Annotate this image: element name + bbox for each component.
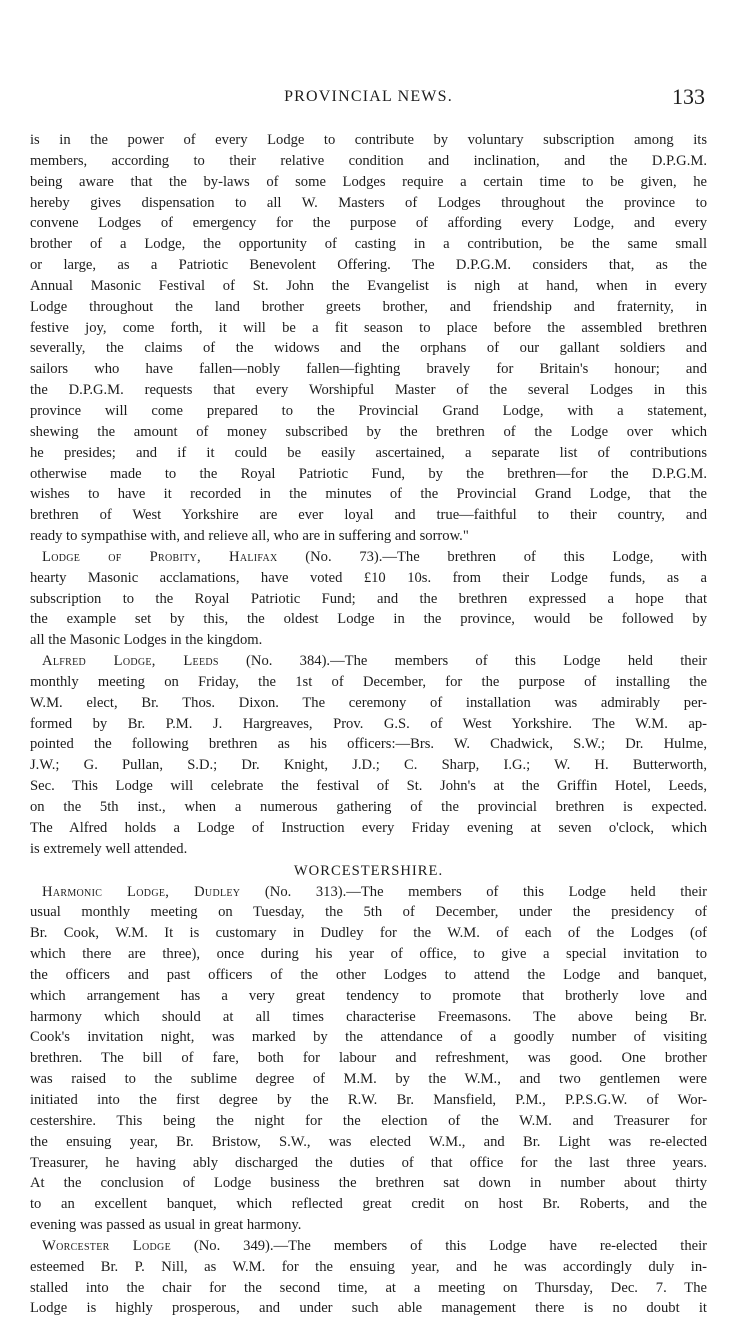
text-line: the ensuing year, Br. Bristow, S.W., was elected W.M., and Br. Light was re-elected	[30, 1133, 707, 1150]
text-line: to an excellent banquet, which reflected great credit on host Br. Roberts, and the	[30, 1196, 707, 1213]
lodge-name: Worcester Lodge	[42, 1237, 171, 1254]
text-line: on the 5th inst., when a numerous gathering of the provincial brethren is expected.	[30, 799, 707, 815]
text-line: he presides; and if it could be easily ascertained, a separate list of contributions	[30, 444, 707, 461]
text-run: (No. 313).—The members of this Lodge held their	[240, 883, 707, 900]
text-line	[30, 882, 707, 903]
text-run: (No. 73).—The brethren of this Lodge, with	[277, 548, 707, 565]
text-line: Annual Masonic Festival of St. John the Evangelist is nigh at hand, when in every	[30, 277, 707, 294]
paragraph-worcester-lodge	[30, 1236, 707, 1319]
text-line: hereby gives dispensation to all W. Masters of Lodges throughout the province to	[30, 194, 707, 211]
text-line	[30, 1236, 707, 1257]
lodge-name: Alfred Lodge, Leeds	[42, 653, 219, 670]
text-line: the example set by this, the oldest Lodge in the province, would be followed by	[30, 611, 707, 628]
text-line: esteemed Br. P. Nill, as W.M. for the ensuing year, and he was accordingly duly in-	[30, 1258, 707, 1275]
text-line: subscription to the Royal Patriotic Fund; and the brethren expressed a hope that	[30, 590, 707, 607]
text-line: harmony which should at all times characterise Freemasons. The above being Br.	[30, 1008, 707, 1025]
text-line: formed by Br. P.M. J. Hargreaves, Prov. G.S. of West Yorkshire. The W.M. ap-	[30, 715, 707, 732]
text-line: being aware that the by-laws of some Lodges require a certain time to be given, he	[30, 173, 707, 190]
text-line: stalled into the chair for the second time, at a meeting on Thursday, Dec. 7. The	[30, 1279, 707, 1296]
text-line: Sec. This Lodge will celebrate the festival of St. John's at the Griffin Hotel, Leeds,	[30, 778, 707, 795]
text-line: which arrangement has a very great tendency to promote that brotherly love and	[30, 987, 707, 1004]
text-line: severally, the claims of the widows and the orphans of our gallant soldiers and	[30, 340, 707, 357]
text-line: festive joy, come forth, it will be a fit season to place before the assembled brethren	[30, 319, 707, 336]
text-line: which there are three), once during his year of office, to give a special invitation to	[30, 946, 707, 963]
text-line: W.M. elect, Br. Thos. Dixon. The ceremony of installation was admirably per-	[30, 694, 707, 711]
text-line: is in the power of every Lodge to contribute by voluntary subscription among its	[30, 132, 707, 148]
text-line: Lodge is highly prosperous, and under such able management there is no doubt it	[30, 1300, 707, 1317]
text-line: J.W.; G. Pullan, S.D.; Dr. Knight, J.D.; C. Sharp, I.G.; W. H. Butterworth,	[30, 757, 707, 774]
paragraph-harmonic-lodge	[30, 882, 707, 1236]
paragraph-alfred-lodge	[30, 651, 707, 859]
text-line: Treasurer, he having ably discharged the duties of that office for the last three years.	[30, 1154, 707, 1171]
text-line: the D.P.G.M. requests that every Worshipful Master of the several Lodges in this	[30, 382, 707, 399]
running-title: PROVINCIAL NEWS.	[284, 88, 453, 105]
text-line: was raised to the sublime degree of M.M. by the W.M., and two gentlemen were	[30, 1071, 707, 1088]
text-line	[30, 547, 707, 568]
text-line: all the Masonic Lodges in the kingdom.	[30, 632, 263, 649]
text-line: brethren. The bill of fare, both for labour and refreshment, was good. One brother	[30, 1050, 707, 1067]
paragraph-lodge-of-probity	[30, 547, 707, 651]
text-run: (No. 384).—The members of this Lodge held their	[218, 653, 707, 670]
text-line: At the conclusion of Lodge business the brethren sat down in number about thirty	[30, 1175, 707, 1192]
text-line: brother of a Lodge, the opportunity of casting in a contribution, be the same small	[30, 236, 707, 253]
text-line: the officers and past officers of the other Lodges to attend the Lodge and banquet,	[30, 966, 707, 983]
text-line: wishes to have it recorded in the minutes of the Provincial Grand Lodge, that the	[30, 486, 707, 503]
text-line: initiated into the first degree by the R.W. Br. Mansfield, P.M., P.P.S.G.W. of Wor-	[30, 1091, 707, 1108]
text-line: cestershire. This being the night for the election of the W.M. and Treasurer for	[30, 1112, 707, 1129]
text-line: The Alfred holds a Lodge of Instruction every Friday evening at seven o'clock, which	[30, 819, 707, 836]
text-line	[30, 651, 707, 672]
paragraph-dpgm-address	[30, 130, 707, 547]
running-head	[30, 84, 707, 114]
page-number: 133	[672, 84, 705, 109]
text-line: Br. Cook, W.M. It is customary in Dudley for the W.M. of each of the Lodges (of	[30, 925, 707, 942]
text-run: (No. 349).—The members of this Lodge have re-elected their	[171, 1237, 707, 1254]
text-line: otherwise made to the Royal Patriotic Fund, by the brethren—for the D.P.G.M.	[30, 465, 707, 482]
text-line: or large, as a Patriotic Benevolent Offering. The D.P.G.M. considers that, as the	[30, 257, 707, 274]
text-line: usual monthly meeting on Tuesday, the 5th of December, under the presidency of	[30, 904, 707, 921]
text-line: convene Lodges of emergency for the purpose of affording every Lodge, and every	[30, 215, 707, 232]
text-line: monthly meeting on Friday, the 1st of December, for the purpose of installing the	[30, 673, 707, 690]
section-heading: WORCESTERSHIRE.	[293, 862, 444, 879]
text-line: is extremely well attended.	[30, 840, 188, 857]
text-line: Lodge throughout the land brother greets brother, and friendship and fraternity, in	[30, 298, 707, 315]
text-line: pointed the following brethren as his officers:—Brs. W. Chadwick, S.W.; Dr. Hulme,	[30, 736, 707, 753]
text-line: Cook's invitation night, was marked by the attendance of a goodly number of visiting	[30, 1029, 707, 1046]
text-line: province will come prepared to the Provincial Grand Lodge, with a statement,	[30, 402, 707, 419]
text-line: ready to sympathise with, and relieve all, who are in suffering and sorrow."	[30, 528, 469, 545]
text-line: members, according to their relative condition and inclination, and the D.P.G.M.	[30, 152, 707, 169]
text-line: evening was passed as usual in great harmony.	[30, 1217, 302, 1234]
text-line: hearty Masonic acclamations, have voted £10 10s. from their Lodge funds, as a	[30, 569, 707, 586]
lodge-name: Harmonic Lodge, Dudley	[42, 883, 241, 900]
text-line: sailors who have fallen—nobly fallen—fighting bravely for Britain's honour; and	[30, 361, 707, 378]
article-body	[30, 130, 707, 1319]
text-line: shewing the amount of money subscribed by the brethren of the Lodge over which	[30, 423, 707, 440]
lodge-name: Lodge of Probity, Halifax	[42, 548, 278, 565]
text-line: brethren of West Yorkshire are ever loyal and true—faithful to their country, and	[30, 507, 707, 524]
